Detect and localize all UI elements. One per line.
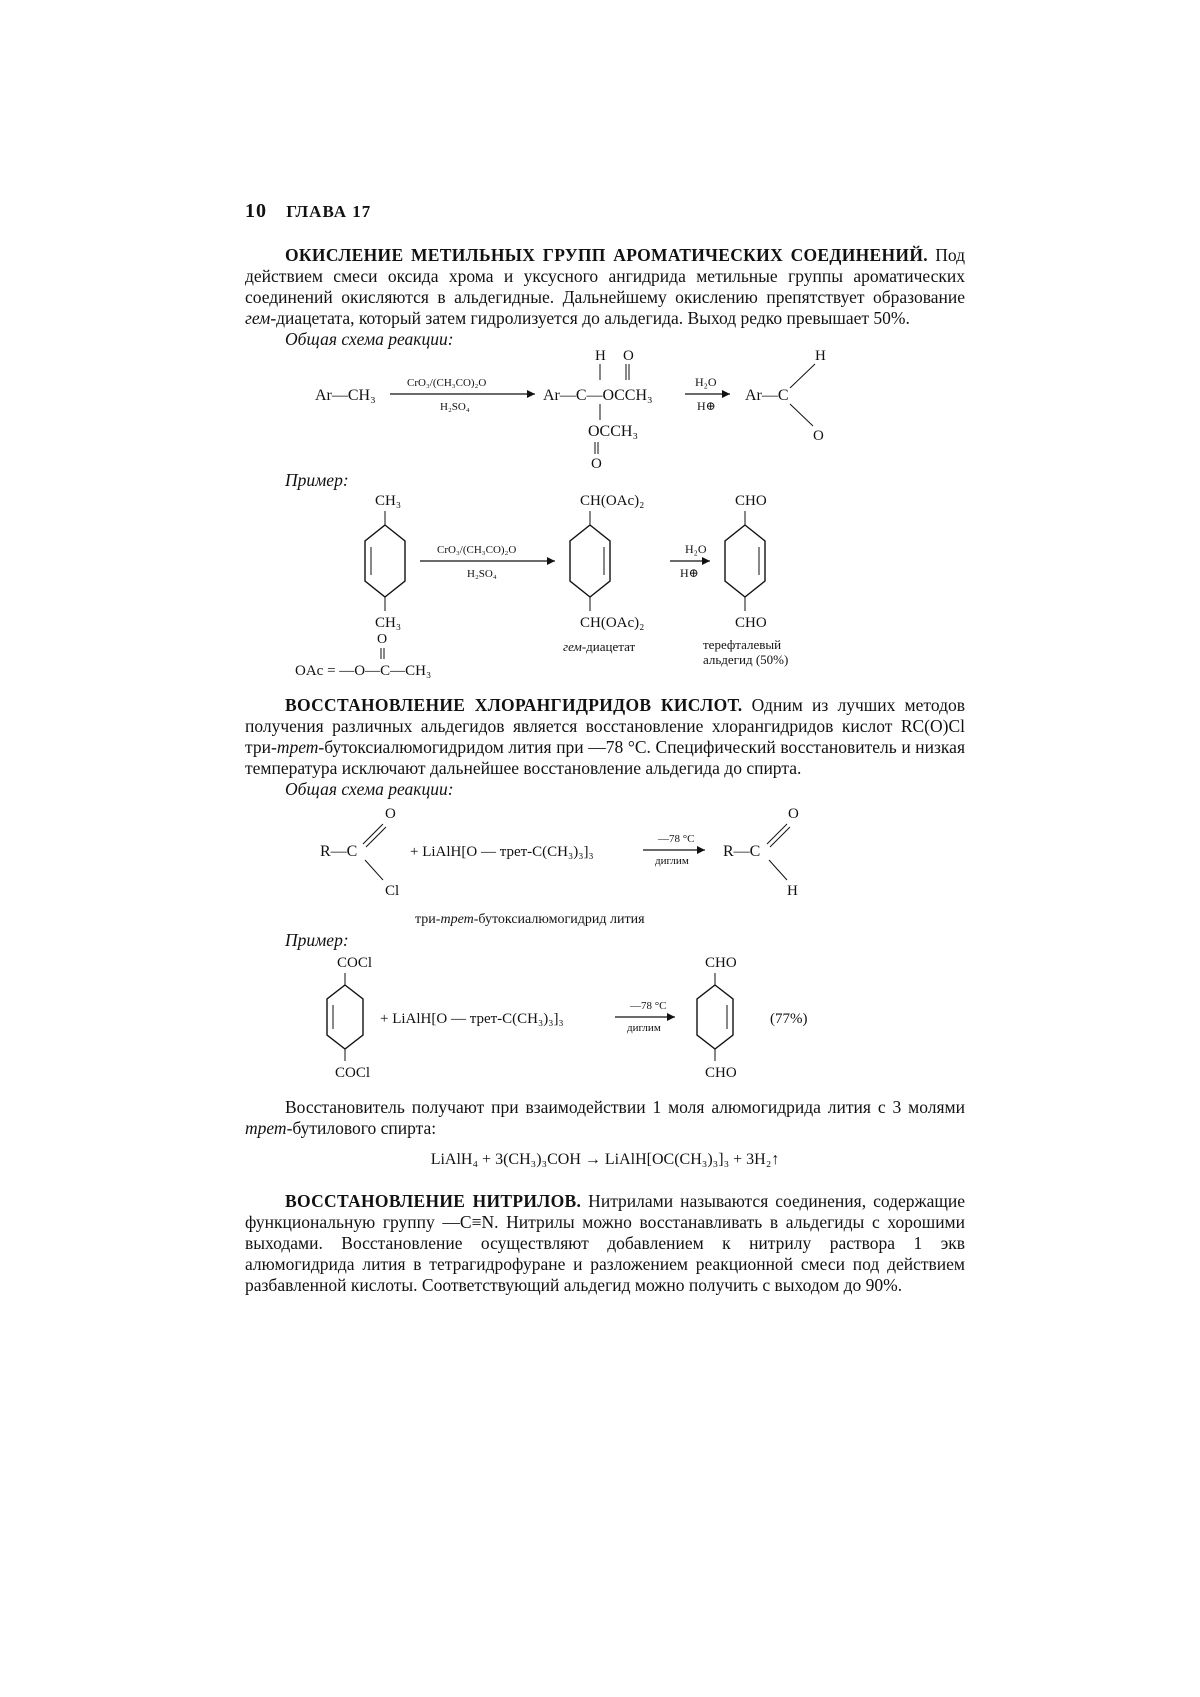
scheme2-prod: R—C — [723, 843, 761, 860]
section1-example-scheme — [245, 491, 965, 681]
ex2-reagent: + LiAlH[O — трет-C(CH₃)₃]₃ — [380, 1011, 564, 1027]
scheme2-cond-top: —78 °C — [658, 833, 695, 845]
ex1-gem-label: гем-диацетат — [563, 639, 636, 654]
scheme2-prod-bond-h — [769, 860, 787, 880]
ex2-benzene-ring-2 — [697, 985, 733, 1049]
page-number: 10 — [245, 200, 267, 222]
prep-equation: LiAlH₄ + 3(CH₃)₃COH → LiAlH[OC(CH₃)₃]₃ + 3H₂↑ — [430, 1151, 780, 1168]
ex1-product-line1: терефталевый — [703, 637, 782, 652]
section3-paragraph — [245, 1191, 965, 1296]
section2-example-scheme — [245, 951, 965, 1091]
ex2-benzene-ring-1 — [327, 985, 363, 1049]
section1-scheme-label: Общая схема реакции: — [285, 329, 454, 349]
section2-text-a: Одним из лучших методов получения различных альдегидов является восстановление хлорангидридов кислот RC(O)Cl три- — [245, 695, 965, 757]
scheme2-bond-o2 — [366, 827, 386, 847]
ex1-arrow1-head — [547, 557, 555, 565]
scheme1-bond-ald-h — [790, 364, 815, 388]
ex2-cond-top: —78 °C — [630, 1000, 667, 1012]
ex1-product-line2: альдегид (50%) — [703, 652, 789, 667]
ex1-reagent-bottom: H₂SO₄ — [467, 568, 497, 580]
section1-text-italic: гем — [245, 308, 271, 328]
scheme2-bond-cl — [365, 860, 383, 880]
ex1-choac-bottom: CH(OAc)₂ — [580, 615, 645, 631]
section1-paragraph — [245, 245, 965, 329]
section2-example-label: Пример: — [285, 930, 349, 950]
scheme1-ar-c: Ar—C—OCCH₃ — [543, 387, 653, 404]
ex2-cho-bottom: CHO — [705, 1065, 737, 1081]
scheme1-ald-o: O — [813, 428, 824, 444]
scheme2-prod-bond-o2 — [770, 827, 790, 847]
section1-heading: ОКИСЛЕНИЕ МЕТИЛЬНЫХ ГРУПП АРОМАТИЧЕСКИХ СОЕДИНЕНИЙ. — [285, 245, 928, 265]
scheme1-h: H — [595, 350, 606, 364]
scheme1-hplus: H⊕ — [697, 399, 716, 413]
ex1-ch3-top: CH₃ — [375, 493, 402, 509]
ex1-h2o: H₂O — [685, 542, 707, 556]
section3-text: Нитрилами называются соединения, содержащие функциональную группу —C≡N. Нитрилы можно восстанавливать в альдегиды с хорошими выходами. Восстановление осуществляют добавлением к нитрилу раствора 1 экв алюмогидрида лития в тетрагидрофуране и разложением реакционной смеси под действием разбавленной кислоты. Соответствующий альдегид можно получить с выходом до 90%. — [245, 1191, 965, 1295]
ex1-choac-top: CH(OAc)₂ — [580, 493, 645, 509]
running-head — [245, 200, 965, 223]
page-content — [245, 200, 965, 1296]
section1-general-scheme — [245, 350, 965, 470]
scheme2-prod-o: O — [788, 806, 799, 822]
scheme1-reagent-top: CrO₃/(CH₃CO)₂O — [407, 377, 487, 389]
ex1-cho-bottom: CHO — [735, 615, 767, 631]
section2-paragraph — [245, 695, 965, 779]
section1-text-b: -диацетата, который затем гидролизуется до альдегида. Выход редко превышает 50%. — [270, 308, 910, 328]
scheme1-aldehyde-arc: Ar—C — [745, 387, 789, 404]
section2-text-b: -бутоксиалюмогидридом лития при —78 °C. Специфический восстановитель и низкая температура исключают дальнейшее восстановление альдегида до спирта. — [245, 737, 965, 778]
scheme1-arch3: Ar—CH₃ — [315, 387, 376, 404]
scheme1-bond-ald-o — [790, 404, 813, 426]
scheme1-o: O — [623, 350, 634, 364]
section2-text-italic: трет — [276, 737, 319, 757]
section3-heading: ВОССТАНОВЛЕНИЕ НИТРИЛОВ. — [285, 1191, 582, 1211]
ex2-yield: (77%) — [770, 1011, 808, 1027]
chapter-title: ГЛАВА 17 — [286, 202, 372, 221]
scheme2-prod-bond-o1 — [767, 824, 787, 844]
ex2-cocl-top: COCl — [337, 955, 373, 971]
scheme2-prod-h: H — [787, 883, 798, 899]
scheme2-rc: R—C — [320, 843, 358, 860]
prep-text-a: Восстановитель получают при взаимодействии 1 моля алюмогидрида лития с 3 молями — [285, 1097, 965, 1117]
scheme1-ald-h: H — [815, 350, 826, 364]
scheme1-arrow2-head — [722, 390, 730, 398]
scheme1-o-bottom: O — [591, 456, 602, 470]
ex1-ch3-bottom: CH₃ — [375, 615, 402, 631]
scheme1-h2o: H₂O — [695, 375, 717, 389]
section1-text-a: Под действием смеси оксида хрома и уксусного ангидрида метильные группы ароматических соединений окисляются в альдегидные. Дальнейшему окислению препятствует образование — [245, 245, 965, 307]
scheme1-reagent-bottom: H₂SO₄ — [440, 401, 470, 413]
ex1-oac-o: O — [377, 632, 388, 647]
ex1-cho-top: CHO — [735, 493, 767, 509]
ex1-oac-def: OAc = —O—C—CH₃ — [295, 663, 432, 679]
scheme2-cl: Cl — [385, 883, 400, 899]
section2-heading: ВОССТАНОВЛЕНИЕ ХЛОРАНГИДРИДОВ КИСЛОТ. — [285, 695, 743, 715]
section2-scheme-label: Общая схема реакции: — [285, 779, 454, 799]
scheme1-arrow1-head — [527, 390, 535, 398]
ex2-arrow-head — [667, 1013, 675, 1021]
prep-text-italic: трет — [245, 1118, 287, 1138]
scheme2-o: O — [385, 806, 396, 822]
scheme2-cond-bottom: диглим — [655, 855, 689, 867]
scheme1-occh3: OCCH₃ — [588, 423, 639, 440]
prep-text-b: -бутилового спирта: — [286, 1118, 437, 1138]
scheme2-reagent: + LiAlH[O — трет-C(CH₃)₃]₃ — [410, 844, 594, 860]
scheme2-bond-o1 — [363, 824, 383, 844]
ex1-reagent-top: CrO₃/(CH₃CO)₂O — [437, 544, 517, 556]
scheme2-reagent-name: три-трет-бутоксиалюмогидрид лития — [415, 912, 645, 927]
section2-prep-paragraph — [245, 1097, 965, 1139]
ex2-cho-top: CHO — [705, 955, 737, 971]
ex1-arrow2-head — [702, 557, 710, 565]
scheme2-arrow-head — [697, 846, 705, 854]
ex2-cond-bottom: диглим — [627, 1022, 661, 1034]
ex2-cocl-bottom: COCl — [335, 1065, 371, 1081]
section2-general-scheme — [245, 800, 965, 930]
section1-example-label: Пример: — [285, 470, 349, 490]
ex1-hplus: H⊕ — [680, 566, 699, 580]
